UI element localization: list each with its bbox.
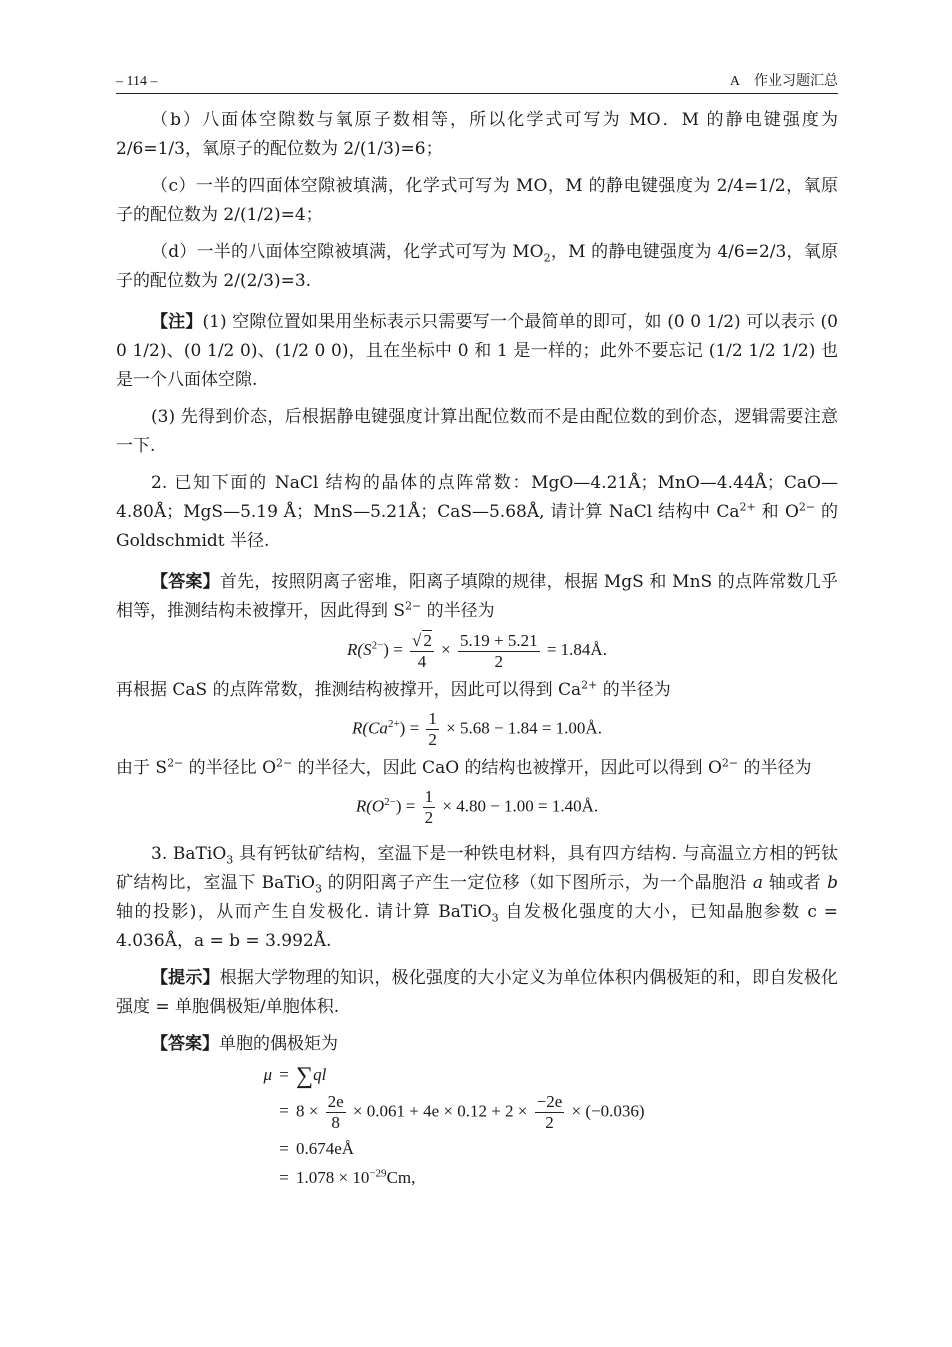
dipole-derivation xyxy=(256,1062,838,1191)
answer-2-intro: 【答案】首先，按照阴离子密堆，阳离子填隙的规律，根据 MgS 和 MnS 的点阵常数几乎相等，推测结构未被撑开，因此得到 $S^{2-}$ 的半径为 xyxy=(116,572,838,621)
derivation-row-1: μ = ∑ql xyxy=(263,1063,327,1089)
note-tag: 【注】 xyxy=(151,312,203,332)
question-2: 2. 已知下面的 NaCl 结构的晶体的点阵常数：MgO—4.21Å；MnO—4.44Å；CaO—4.80Å；MgS—5.19 Å；MnS—5.21Å；CaS—5.68Å, 请计算 NaCl 结构中 $Ca^{2+}$ 和 $O^{2-}$ 的 Goldschmidt 半径. xyxy=(116,473,839,551)
page xyxy=(116,70,838,1194)
appendix-letter: A xyxy=(729,74,740,89)
hint-3: 【提示】根据大学物理的知识，极化强度的大小定义为单位体积内偶极矩的和，即自发极化强度 = 单胞偶极矩/单胞体积. xyxy=(116,968,838,1017)
page-number: – 114 – xyxy=(116,74,158,89)
equation-o-radius: $R(O^{2-})$ = $\frac{1}{2}$ × 4.80 − 1.00 = 1.40Å. xyxy=(355,787,599,827)
section-title: 作业习题汇总 xyxy=(754,74,838,89)
hint-tag: 【提示】 xyxy=(151,968,220,988)
para-d: （d）一半的八面体空隙被填满，化学式可写为 $MO_2$，M 的静电键强度为 4/6=2/3，氧原子的配位数为 2/(2/3)=3. xyxy=(116,242,838,291)
para-b: （b）八面体空隙数与氧原子数相等，所以化学式可写为 MO．M 的静电键强度为 2/6=1/3，氧原子的配位数为 2/(1/3)=6； xyxy=(116,110,838,159)
para-c: （c）一半的四面体空隙被填满，化学式可写为 MO，M 的静电键强度为 2/4=1/2，氧原子的配位数为 2/(1/2)=4； xyxy=(116,176,838,225)
note-1: 【注】(1) 空隙位置如果用坐标表示只需要写一个最简单的即可，如 (0 0 1/2) 可以表示 (0 0 1/2)、(0 1/2 0)、(1/2 0 0)，且在坐标中 0 和 1 是一样的；此外不要忘记 (1/2 1/2 1/2) 也是一个八面体空隙. xyxy=(116,312,838,390)
answer-tag-3: 【答案】 xyxy=(151,1034,219,1054)
equation-ca-radius: $R(Ca^{2+})$ = $\frac{1}{2}$ × 5.68 − 1.84 = 1.00Å. xyxy=(352,709,602,749)
running-header xyxy=(116,70,838,94)
derivation-row-4: = $1.078 \times 10^{-29}Cm$, xyxy=(279,1167,416,1187)
answer-2-ca: 再根据 CaS 的点阵常数，推测结构被撑开，因此可以得到 $Ca^{2+}$ 的半径为 xyxy=(116,678,671,700)
note-3: (3) 先得到价态，后根据静电键强度计算出配位数而不是由配位数的到价态，逻辑需要注意一下. xyxy=(116,407,838,456)
answer-tag: 【答案】 xyxy=(151,572,220,592)
answer-3: 【答案】单胞的偶极矩为 xyxy=(151,1034,338,1054)
derivation-row-2: = 8 × $\frac{2e}{8}$ × 0.061 + 4e × 0.12 + 2 × $\frac{-2e}{2}$ × (−0.036) xyxy=(279,1092,645,1132)
equation-s2-radius: $R(S^{2-})$ = $\frac{√ 2}{4}$ × $\frac{5.19 + 5.21}{2}$ = 1.84Å. xyxy=(347,630,607,671)
question-3: 3. BaTiO$_3$ 具有钙钛矿结构，室温下是一种铁电材料，具有四方结构. 与高温立方相的钙钛矿结构比，室温下 BaTiO$_3$ 的阴阳离子产生一定位移（如下图所示，为一个晶胞沿 a 轴或者 b 轴的投影)，从而产生自发极化. 请计算 BaTiO$_3$ 自发极化强度的大小，已知晶胞参数 c = 4.036Å，a = b = 3.992Å. xyxy=(116,844,839,951)
header-right xyxy=(730,70,838,90)
derivation-row-3: = 0.674eÅ xyxy=(279,1139,355,1158)
answer-2-o: 由于 $S^{2-}$ 的半径比 $O^{2-}$ 的半径大，因此 CaO 的结构也被撑开，因此可以得到 $O^{2-}$ 的半径为 xyxy=(116,756,812,778)
